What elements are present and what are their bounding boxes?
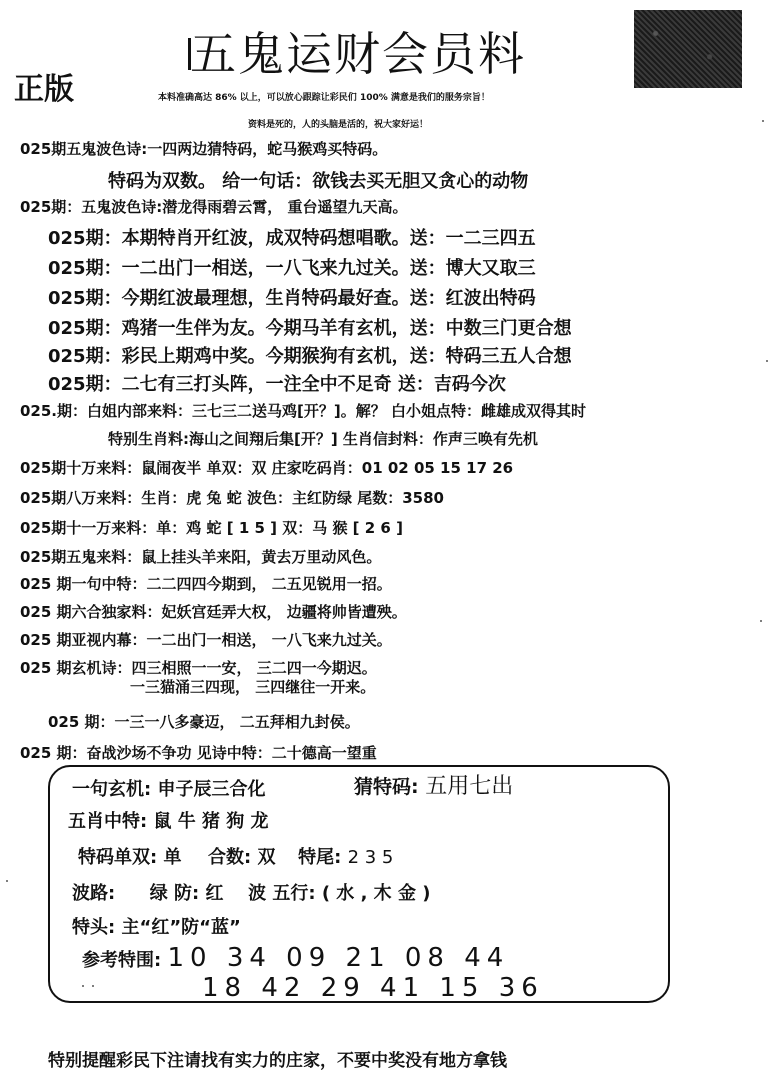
ref-numbers-row1: 10 34 09 21 08 44	[167, 943, 510, 973]
footer-reminder: 特别提醒彩民下注请找有实力的庄家，不要中奖没有地方拿钱	[48, 1051, 507, 1071]
scan-speck	[92, 985, 94, 987]
text-line: 025期：今期红波最理想，生肖特码最好查。送：红波出特码	[48, 288, 536, 309]
ref-numbers-row2: 18 42 29 41 15 36	[202, 973, 544, 1003]
text-line: 025 期：一三一八多豪迈， 二五拜相九封侯。	[48, 713, 360, 731]
text-line: 025 期一句中特：二二四四今期到， 二五见锐用一招。	[20, 575, 392, 593]
slogan-notice: 资料是死的，人的头脑是活的，祝大家好运！	[248, 120, 429, 130]
text-line: 一三猫涌三四现， 三四继往一开来。	[130, 678, 376, 696]
odd-even-label: 特码单双:	[78, 847, 158, 868]
five-zodiac-value: 鼠 牛 猪 狗 龙	[153, 811, 269, 832]
qr-code-image	[634, 10, 742, 88]
text-line: 025期：本期特肖开红波，成双特码想唱歌。送：一二三四五	[48, 228, 536, 249]
guess-label: 猜特码:	[354, 776, 419, 798]
text-line: 025期：鸡猪一生伴为友。今期马羊有玄机，送：中数三门更合想	[48, 318, 572, 339]
ref-numbers-label: 参考特围:	[82, 950, 162, 971]
accuracy-notice: 本料准确高达 86% 以上，可以放心跟踪让彩民们 100% 满意是我们的服务宗旨！	[158, 93, 490, 103]
text-line: 025期十万来料：鼠闹夜半 单双：双 庄家吃码肖：01 02 05 15 17 26	[20, 459, 514, 477]
text-line: 025期：一二出门一相送，一八飞来九过关。送：博大又取三	[48, 258, 536, 279]
tail-value: 2 3 5	[347, 847, 394, 868]
summary-box	[48, 765, 670, 1003]
scan-speck	[760, 620, 762, 622]
hint-value: 申子辰三合化	[157, 779, 266, 800]
head-label: 特头:	[72, 917, 116, 938]
text-line: 025.期：白姐内部来料：三七三二送马鸡[开？]。解？ 白小姐点特：雌雄成双得其时	[20, 402, 586, 420]
head-value: 主“红”防“蓝”	[121, 917, 241, 938]
text-line: 特码为双数。 给一句话：欲钱去买无胆又贪心的动物	[108, 171, 529, 192]
text-line: 025 期亚视内幕：一二出门一相送， 一八飞来九过关。	[20, 631, 392, 649]
text-line: 025期十一万来料：单：鸡 蛇 [ 1 5 ] 双：马 猴 [ 2 6 ]	[20, 519, 403, 537]
text-line: 025期五鬼波色诗:一四两边猜特码，蛇马猴鸡买特码。	[20, 140, 388, 158]
text-line: 025 期六合独家料：妃妖宫廷弄大权， 边疆将帅皆遭殃。	[20, 603, 407, 621]
text-line: 特别生肖料:海山之间翔后集[开？] 生肖信封料：作声三唤有先机	[108, 430, 538, 448]
genuine-badge: 正版	[14, 72, 74, 107]
wave-label: 波路:	[72, 883, 116, 904]
scan-speck	[6, 880, 8, 882]
element-value: ( 水 , 木 金 )	[321, 883, 431, 904]
scan-speck	[762, 120, 764, 122]
guess-value: 五用七出	[425, 774, 514, 799]
five-zodiac-label: 五肖中特:	[68, 811, 148, 832]
element-label: 波 五行:	[248, 883, 316, 904]
hint-label: 一句玄机:	[72, 779, 152, 800]
odd-even-value: 单	[163, 847, 182, 868]
text-line: 025 期：奋战沙场不争功 见诗中特：二十德高一望重	[20, 744, 377, 762]
sum-label: 合数:	[208, 847, 252, 868]
text-line: 025期：二七有三打头阵，一注全中不足奇 送：吉码今次	[48, 374, 506, 395]
scan-speck	[82, 985, 84, 987]
text-line: 025期五鬼来料：鼠上挂头羊来阳，黄去万里动风色。	[20, 548, 382, 566]
text-line: 025期：五鬼波色诗:潜龙得雨碧云霄， 重台遥望九天高。	[20, 198, 408, 216]
sum-value: 双	[257, 847, 276, 868]
scan-speck	[766, 360, 768, 362]
text-line: 025期：彩民上期鸡中奖。今期猴狗有玄机，送：特码三五人合想	[48, 346, 572, 367]
text-line: 025 期玄机诗：四三相照一一安， 三二四一今期迟。	[20, 659, 377, 677]
page-title: 五鬼运财会员料	[190, 27, 526, 81]
tail-label: 特尾:	[298, 847, 342, 868]
wave-value: 绿 防: 红	[149, 883, 224, 904]
text-line: 025期八万来料：生肖：虎 兔 蛇 波色：主红防绿 尾数：3580	[20, 489, 444, 507]
